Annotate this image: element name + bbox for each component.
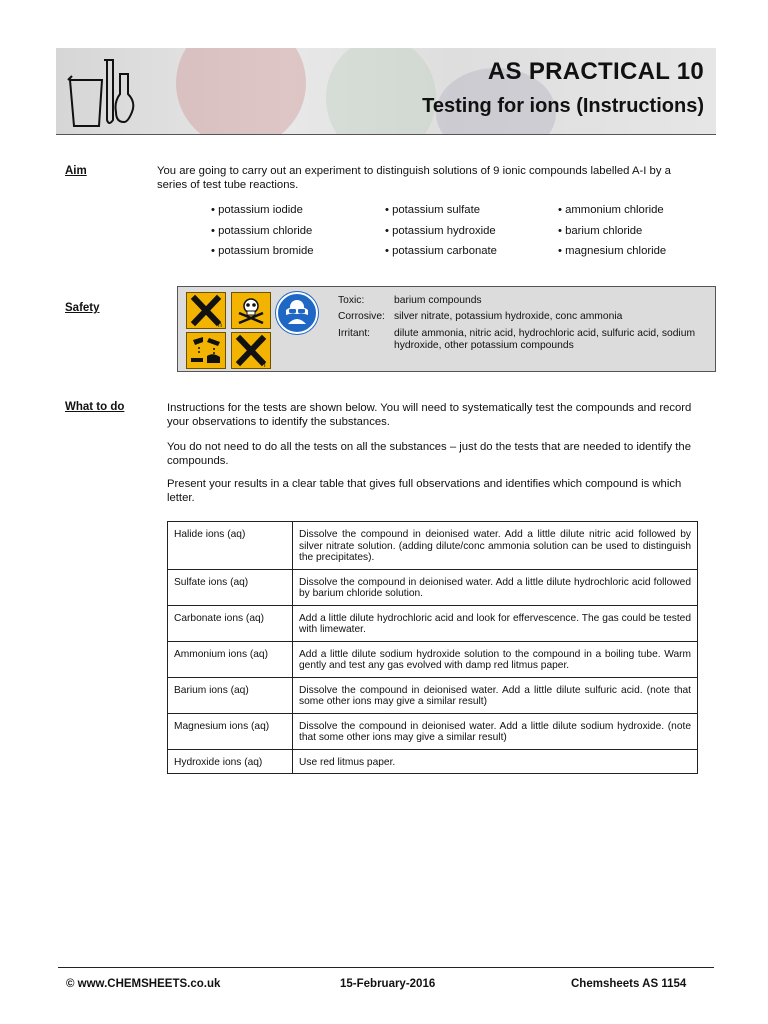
ion-cell: Ammonium ions (aq) (168, 641, 293, 677)
instructions-paragraph: You do not need to do all the tests on all the substances – just do the tests that are needed to identify the compounds. (167, 441, 691, 467)
safety-type: Irritant: (338, 328, 371, 339)
method-cell: Dissolve the compound in deionised water. Add a little dilute sodium hydroxide. (note that some other ions may give a similar result) (293, 713, 698, 749)
compound-item: • potassium bromide (211, 245, 314, 257)
table-row (168, 522, 698, 570)
page-title: AS PRACTICAL 10 (487, 58, 704, 85)
safety-label: Safety (65, 302, 100, 314)
compound-item: • potassium sulfate (385, 204, 481, 216)
header-background-blob (326, 48, 436, 135)
aim-text: You are going to carry out an experiment to distinguish solutions of 9 ionic compounds labelled A-I by a series of test tube reactions. (157, 165, 671, 191)
page-subtitle: Testing for ions (Instructions) (422, 95, 704, 117)
compound-item: • magnesium chloride (558, 245, 667, 257)
safety-text: barium compounds (394, 295, 482, 306)
instructions-paragraph: Present your results in a clear table that gives full observations and identifies which compound is which letter. (167, 478, 682, 504)
compound-list-col-3 (558, 203, 666, 265)
ion-cell: Sulfate ions (aq) (168, 569, 293, 605)
table-row (168, 641, 698, 677)
toxic-icon (231, 292, 271, 329)
ion-cell: Hydroxide ions (aq) (168, 749, 293, 774)
corrosive-icon (186, 332, 226, 369)
footer-date: 15-February-2016 (340, 978, 436, 990)
page-header (56, 48, 716, 135)
glassware-icon (66, 54, 138, 130)
table-row (168, 749, 698, 774)
hazard-letter: i (264, 362, 266, 368)
ion-cell: Halide ions (aq) (168, 522, 293, 570)
ion-cell: Barium ions (aq) (168, 677, 293, 713)
compound-item: • potassium hydroxide (385, 224, 496, 237)
tests-table (167, 521, 698, 774)
compound-item: • barium chloride (558, 224, 643, 237)
table-row (168, 605, 698, 641)
safety-box (177, 286, 716, 372)
aim-label: Aim (65, 165, 87, 177)
safety-type: Corrosive: (338, 311, 385, 322)
table-row (168, 677, 698, 713)
ion-cell: Magnesium ions (aq) (168, 713, 293, 749)
compound-item: • potassium carbonate (385, 245, 497, 257)
what-to-do-label: What to do (65, 401, 125, 413)
method-cell: Add a little dilute sodium hydroxide solution to the compound in a boiling tube. Warm gently and test any gas evolved with damp red litmus paper. (293, 641, 698, 677)
footer-reference: Chemsheets AS 1154 (571, 978, 687, 990)
footer-website: © www.CHEMSHEETS.co.uk (66, 978, 221, 990)
compound-list-col-1 (211, 203, 314, 265)
instructions-paragraph: Instructions for the tests are shown below. You will need to systematically test the compounds and record your observations to identify the substances. (167, 402, 692, 428)
ion-cell: Carbonate ions (aq) (168, 605, 293, 641)
method-cell: Add a little dilute hydrochloric acid and look for effervescence. The gas could be tested with limewater. (293, 605, 698, 641)
harmful-icon (186, 292, 226, 329)
hazard-letter: h (218, 322, 222, 328)
method-cell: Use red litmus paper. (293, 749, 698, 774)
safety-type: Toxic: (338, 295, 365, 306)
compound-list-col-2 (385, 203, 497, 265)
header-background-blob (176, 48, 306, 135)
table-row (168, 569, 698, 605)
table-row (168, 713, 698, 749)
compound-item: • potassium iodide (211, 204, 303, 216)
irritant-icon (231, 332, 271, 369)
compound-item: • potassium chloride (211, 224, 313, 237)
method-cell: Dissolve the compound in deionised water. Add a little dilute hydrochloric acid followed by barium chloride solution. (293, 569, 698, 605)
method-cell: Dissolve the compound in deionised water. Add a little dilute sulfuric acid. (note that some other ions may give a similar result) (293, 677, 698, 713)
method-cell: Dissolve the compound in deionised water. Add a little dilute nitric acid followed by silver nitrate solution. (adding dilute/conc ammonia solution can be used to distinguish the precipitates). (293, 522, 698, 570)
compound-item: • ammonium chloride (558, 204, 664, 216)
eye-protection-icon (276, 292, 318, 334)
safety-text: dilute ammonia, nitric acid, hydrochloric acid, sulfuric acid, sodium hydroxide, other potassium compounds (394, 328, 696, 351)
safety-text: silver nitrate, potassium hydroxide, conc ammonia (394, 311, 623, 322)
footer-divider (58, 967, 714, 968)
